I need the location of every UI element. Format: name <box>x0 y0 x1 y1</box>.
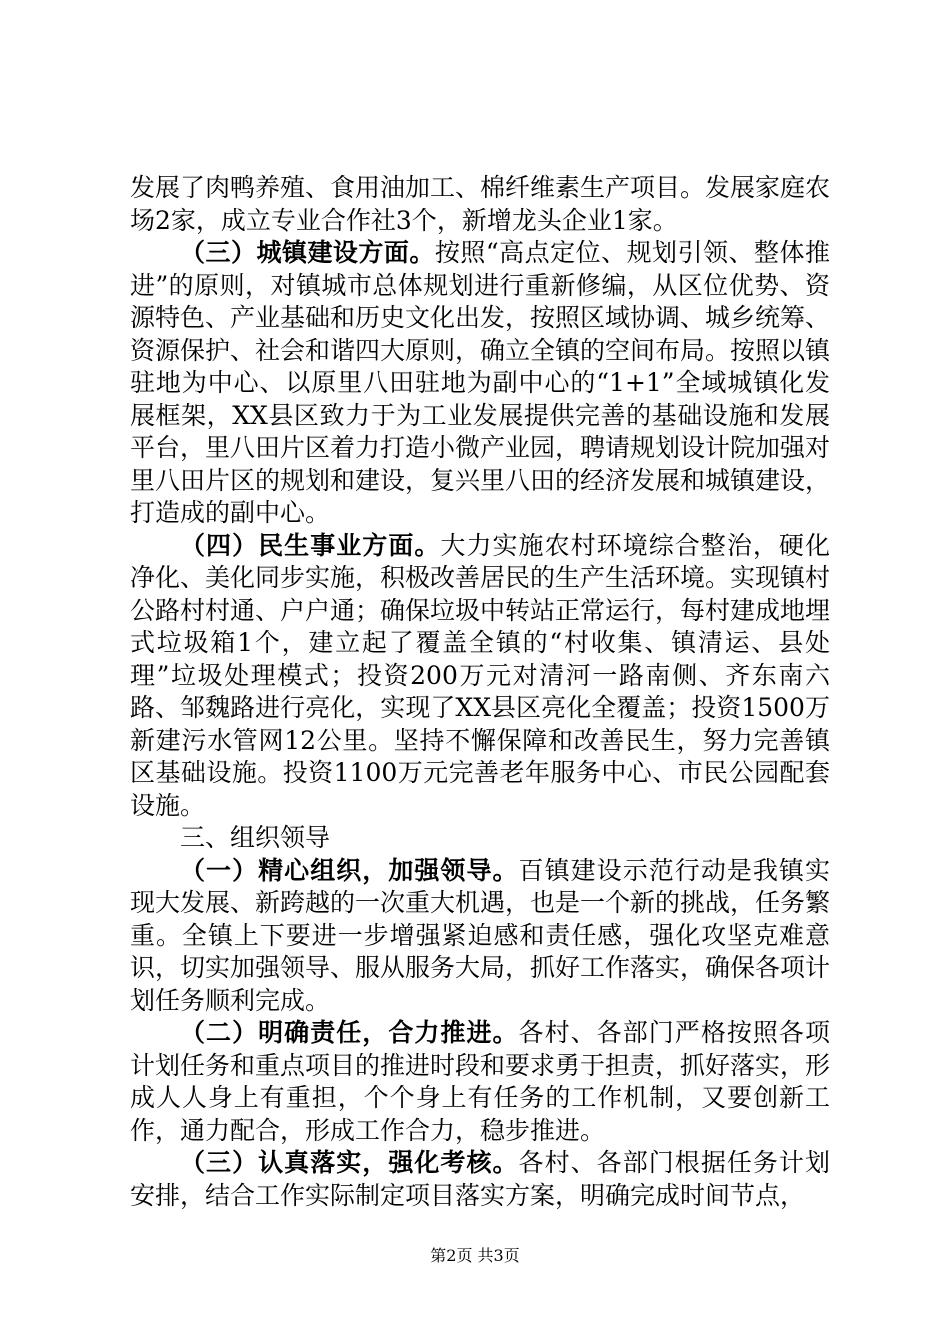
paragraph-town-construction <box>130 237 830 530</box>
document-body <box>130 172 830 1212</box>
paragraph-text: 百镇建设示范行动是我镇实现大发展、新跨越的一次重大机遇，也是一个新的挑战，任务繁重。全镇上下要进一步增强紧迫感和责任感，强化攻坚克难意识，切实加强领导、服从服务大局，抓好工作落实，确保各项计划任务顺利完成。 <box>130 855 831 1015</box>
paragraph-heading: （三）城镇建设方面。 <box>180 238 435 267</box>
paragraph-organization <box>130 855 830 1018</box>
paragraph-text: 按照“高点定位、规划引领、整体推进”的原则，对镇城市总体规划进行重新修编，从区位优势、资源特色、产业基础和历史文化出发，按照区域协调、城乡统筹、资源保护、社会和谐四大原则，确立全镇的空间布局。按照以镇驻地为中心、以原里八田驻地为副中心的“1+1”全域城镇化发展框架，XX县区致力于为工业发展提供完善的基础设施和发展平台，里八田片区着力打造小微产业园，聘请规划设计院加强对里八田片区的规划和建设，复兴里八田的经济发展和城镇建设，打造成的副中心。 <box>130 238 831 527</box>
page-footer: 第2页 共3页 <box>430 1246 520 1265</box>
paragraph-responsibility <box>130 1017 830 1147</box>
section-title-organization: 三、组织领导 <box>180 823 331 852</box>
paragraph-livelihood <box>130 530 830 823</box>
paragraph-implementation <box>130 1147 830 1212</box>
paragraph-heading: （一）精心组织，加强领导。 <box>180 855 519 885</box>
paragraph-heading: （二）明确责任，合力推进。 <box>180 1018 519 1047</box>
paragraph-text: 各村、各部门根据任务计划安排，结合工作实际制定项目落实方案，明确完成时间节点， <box>130 1148 830 1210</box>
paragraph-heading: （三）认真落实，强化考核。 <box>180 1148 519 1177</box>
paragraph-heading: （四）民生事业方面。 <box>180 530 441 560</box>
paragraph-agriculture-continued: 发展了肉鸭养殖、食用油加工、棉纤维素生产项目。发展家庭农场2家，成立专业合作社3个，新增龙头企业1家。 <box>130 173 831 235</box>
paragraph-text: 大力实施农村环境综合整治，硬化净化、美化同步实施，积极改善居民的生产生活环境。实现镇村公路村村通、户户通；确保垃圾中转站正常运行，每村建成地埋式垃圾箱1个，建立起了覆盖全镇的“村收集、镇清运、县处理”垃圾处理模式；投资200万元对清河一路南侧、齐东南六路、邹魏路进行亮化，实现了XX县区亮化全覆盖；投资1500万新建污水管网12公里。坚持不懈保障和改善民生，努力完善镇区基础设施。投资1100万元完善老年服务中心、市民公园配套设施。 <box>130 530 831 820</box>
paragraph-text: 各村、各部门严格按照各项计划任务和重点项目的推进时段和要求勇于担责，抓好落实，形成人人身上有重担，个个身上有任务的工作机制，又要创新工作，通力配合，形成工作合力，稳步推进。 <box>130 1018 831 1145</box>
